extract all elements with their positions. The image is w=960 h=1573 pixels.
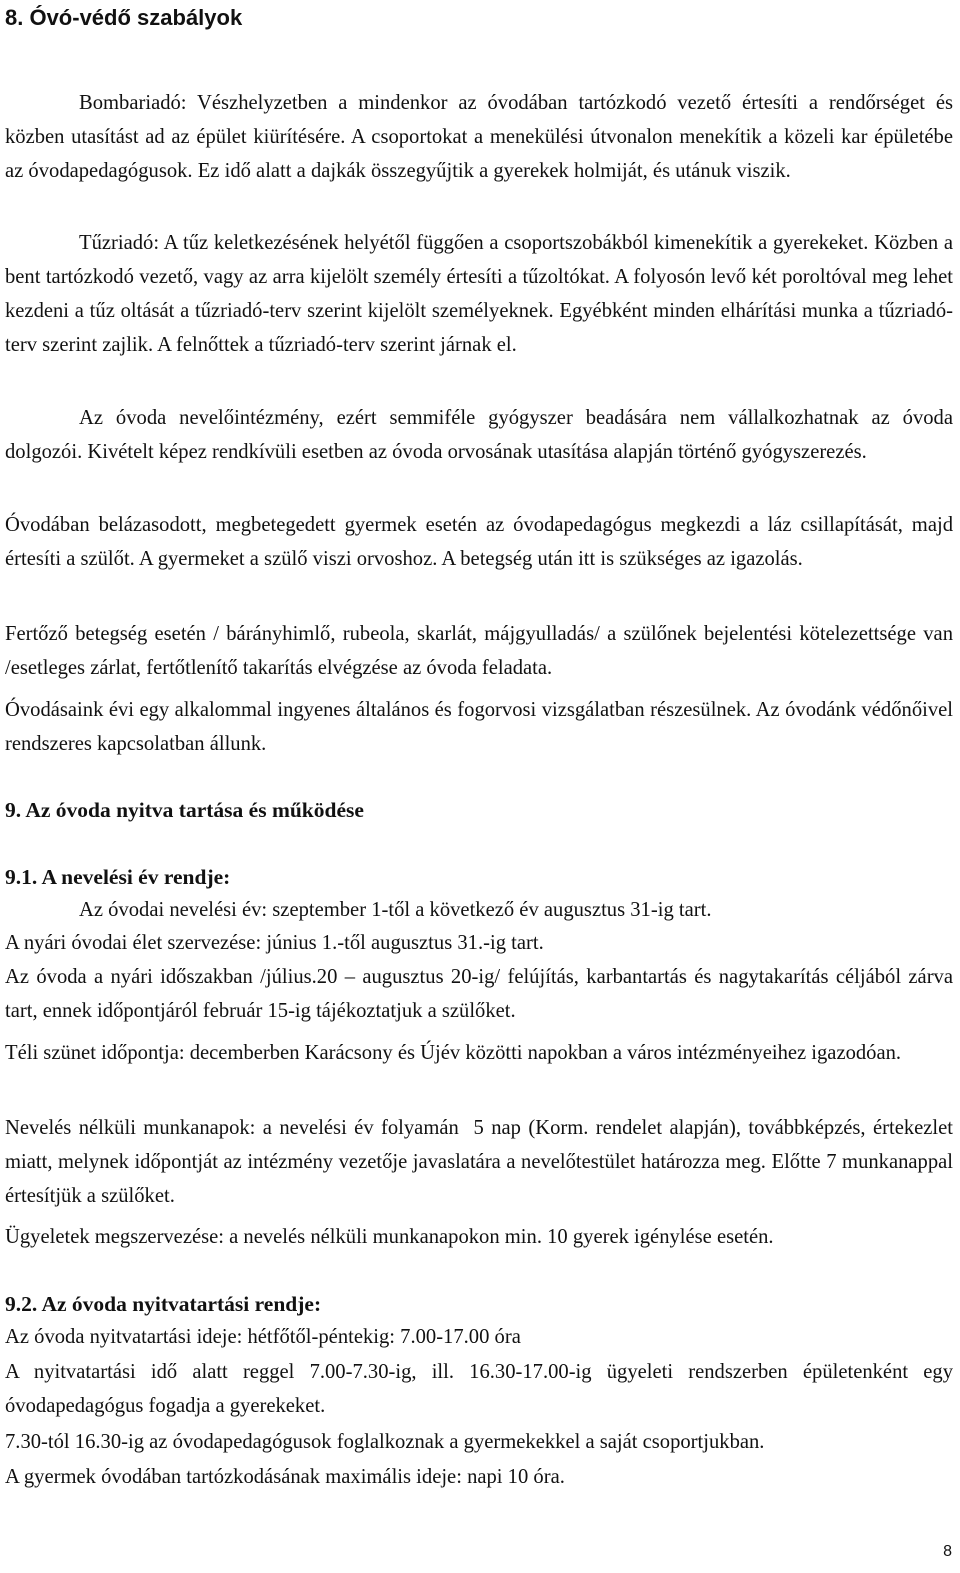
section-9-1-title: 9.1. A nevelési év rendje: [5, 865, 231, 889]
checkup-paragraph: Óvodásaink évi egy alkalommal ingyenes általános és fogorvosi vizsgálatban részesülnek. Az óvodánk védőnőivel rendszeres kapcsolatban állunk. [5, 699, 953, 755]
infectious-disease-paragraph: Fertőző betegség esetén / bárányhimlő, rubeola, skarlát, májgyulladás/ a szülőnek bejelentési kötelezettsége van /esetleges zárlat, fertőtlenítő takarítás elvégzése az óvoda feladata. [5, 623, 953, 679]
bomb-alert-paragraph: Bombariadó: Vészhelyzetben a mindenkor az óvodában tartózkodó vezető értesíti a rendőrséget és közben utasítást ad az épület kiürítésére. A csoportokat a menekülési útvonalon menekítik a közeli kar épületébe az óvodapedagógusok. Ez idő alatt a dajkák összegyűjtik a gyerekek holmiját, és utánuk viszik. [5, 92, 953, 182]
summer-organization-line: A nyári óvodai élet szervezése: június 1.-től augusztus 31.-ig tart. [5, 932, 544, 954]
opening-hours-line: Az óvoda nyitvatartási ideje: hétfőtől-péntekig: 7.00-17.00 óra [5, 1326, 521, 1348]
winter-break-paragraph: Téli szünet időpontja: decemberben Karácsony és Újév közötti napokban a város intézményeihez igazodóan. [5, 1042, 902, 1064]
medicine-paragraph: Az óvoda nevelőintézmény, ezért semmiféle gyógyszer beadására nem vállalkozhatnak az óvoda dolgozói. Kivételt képez rendkívüli esetben az óvoda orvosának utasítása alapján történő gyógyszerezés. [5, 407, 953, 463]
duty-hours-paragraph: A nyitvatartási idő alatt reggel 7.00-7.30-ig, ill. 16.30-17.00-ig ügyeleti rendszerben épületenként egy óvodapedagógus fogadja a gyerekeket. [5, 1361, 953, 1417]
group-activity-line: 7.30-tól 16.30-ig az óvodapedagógusok foglalkoznak a gyermekekkel a saját csoportjukban. [5, 1431, 765, 1453]
page-number: 8 [943, 1543, 952, 1560]
section-9-2-title: 9.2. Az óvoda nyitvatartási rendje: [5, 1292, 322, 1316]
duty-organization-line: Ügyeletek megszervezése: a nevelés nélküli munkanapokon min. 10 gyerek igénylése esetén. [5, 1226, 774, 1248]
fire-alert-paragraph: Tűzriadó: A tűz keletkezésének helyétől függően a csoportszobákból kimenekítik a gyerekeket. Közben a bent tartózkodó vezető, vagy az arra kijelölt személy értesíti a tűzoltókat. A folyosón levő két poroltóval meg lehet kezdeni a tűz oltását a tűzriadó-terv szerint kijelölt személyeknek. Egyébként minden elhárítási munka a tűzriadó-terv szerint zajlik. A felnőttek a tűzriadó-terv szerint járnak el. [5, 232, 953, 356]
max-stay-line: A gyermek óvodában tartózkodásának maximális ideje: napi 10 óra. [5, 1466, 565, 1488]
non-teaching-days-paragraph: Nevelés nélküli munkanapok: a nevelési év folyamán 5 nap (Korm. rendelet alapján), továbbképzés, értekezlet miatt, melynek időpontját az intézmény vezetője javaslatára a nevelőtestület határozza meg. Előtte 7 munkanappal értesítjük a szülőket. [5, 1117, 959, 1207]
summer-closure-paragraph: Az óvoda a nyári időszakban /július.20 – augusztus 20-ig/ felújítás, karbantartás és nagytakarítás céljából zárva tart, ennek időpontjáról február 15-ig tájékoztatjuk a szülőket. [5, 966, 953, 1022]
fever-paragraph: Óvodában belázasodott, megbetegedett gyermek esetén az óvodapedagógus megkezdi a láz csillapítását, majd értesíti a szülőt. A gyermeket a szülő viszi orvoshoz. A betegség után itt is szükséges az igazolás. [5, 514, 953, 570]
school-year-line: Az óvodai nevelési év: szeptember 1-től a következő év augusztus 31-ig tart. [79, 899, 712, 921]
section-9-title: 9. Az óvoda nyitva tartása és működése [5, 798, 364, 822]
section-8-title: 8. Óvó-védő szabályok [5, 5, 243, 30]
